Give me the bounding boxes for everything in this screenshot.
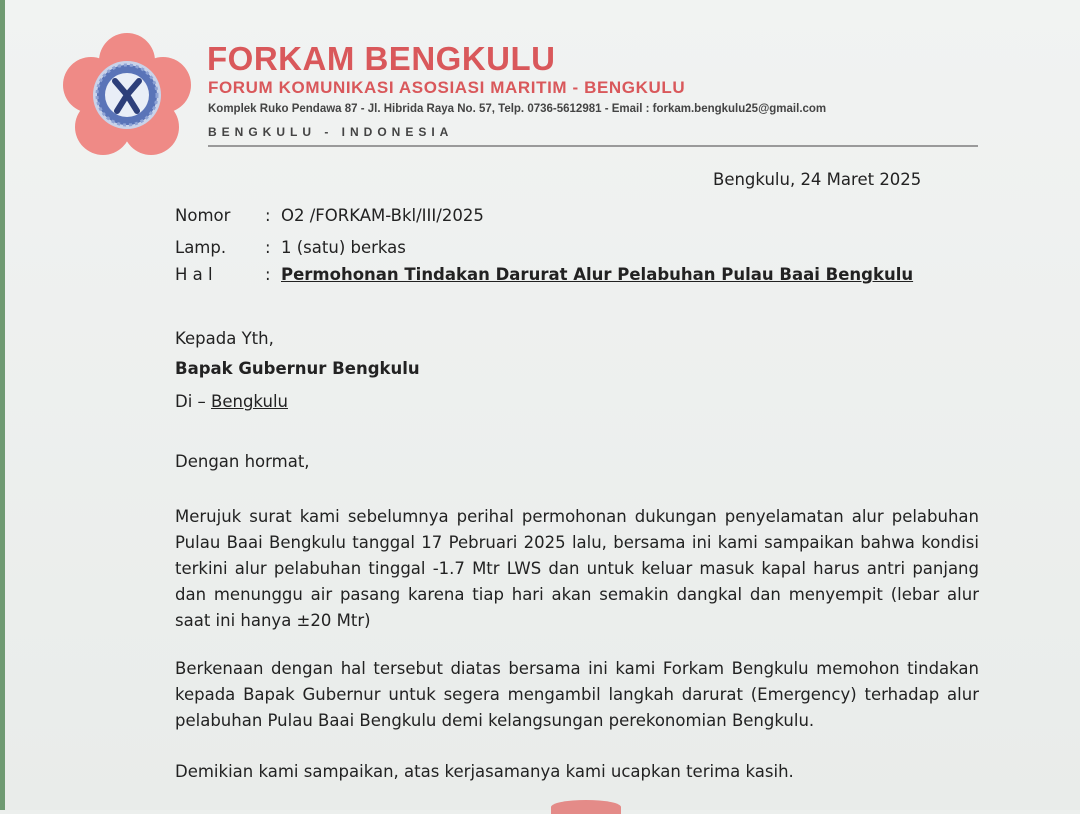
- body-paragraph: Berkenaan dengan hal tersebut diatas bersama ini kami Forkam Bengkulu memohon tindakan kepada Bapak Gubernur untuk segera mengambil langkah darurat (Emergency) terhadap alur pelabuhan Pulau Baai Bengkulu demi kelangsungan perekonomian Bengkulu.: [175, 659, 979, 730]
- meta-colon: :: [265, 206, 271, 225]
- meta-label-nomor: Nomor: [175, 206, 231, 225]
- meta-value-lampiran: 1 (satu) berkas: [281, 238, 406, 257]
- recipient-location: [175, 392, 288, 411]
- letterhead-divider: [208, 145, 978, 147]
- forkam-flower-logo-icon: [63, 33, 191, 155]
- place-date: Bengkulu, 24 Maret 2025: [713, 170, 922, 189]
- recipient-salutation: Kepada Yth,: [175, 329, 274, 348]
- org-name: FORKAM BENGKULU: [207, 40, 556, 77]
- recipient-location-prefix: Di –: [175, 392, 212, 411]
- closing-line: Demikian kami sampaikan, atas kerjasamanya kami ucapkan terima kasih.: [175, 762, 794, 781]
- org-address: Komplek Ruko Pendawa 87 - Jl. Hibrida Raya No. 57, Telp. 0736-5612981 - Email : forkam.bengkulu25@gmail.com: [208, 103, 827, 115]
- meta-label-lampiran: Lamp.: [175, 238, 227, 257]
- greeting: Dengan hormat,: [175, 452, 310, 471]
- recipient-name: Bapak Gubernur Bengkulu: [175, 359, 420, 378]
- meta-colon: :: [265, 238, 271, 257]
- stamp-edge: [551, 800, 621, 814]
- meta-value-hal: Permohonan Tindakan Darurat Alur Pelabuhan Pulau Baai Bengkulu: [281, 265, 914, 284]
- meta-colon: :: [265, 265, 271, 284]
- recipient-location-city: Bengkulu: [211, 392, 288, 411]
- org-full-name: FORUM KOMUNIKASI ASOSIASI MARITIM - BENGKULU: [208, 78, 686, 97]
- meta-value-nomor: O2 /FORKAM-Bkl/III/2025: [281, 206, 484, 225]
- body-paragraph: Merujuk surat kami sebelumnya perihal permohonan dukungan penyelamatan alur pelabuhan Pulau Baai Bengkulu tanggal 17 Pebruari 2025 lalu, bersama ini kami sampaikan bahwa kondisi terkini alur pelabuhan tinggal -1.7 Mtr LWS dan untuk keluar masuk kapal harus antri panjang dan menunggu air pasang karena tiap hari akan semakin dangkal dan menyempit (lebar alur saat ini hanya ±20 Mtr): [175, 507, 979, 630]
- meta-label-hal: H a l: [175, 265, 213, 284]
- org-country: BENGKULU - INDONESIA: [208, 125, 454, 139]
